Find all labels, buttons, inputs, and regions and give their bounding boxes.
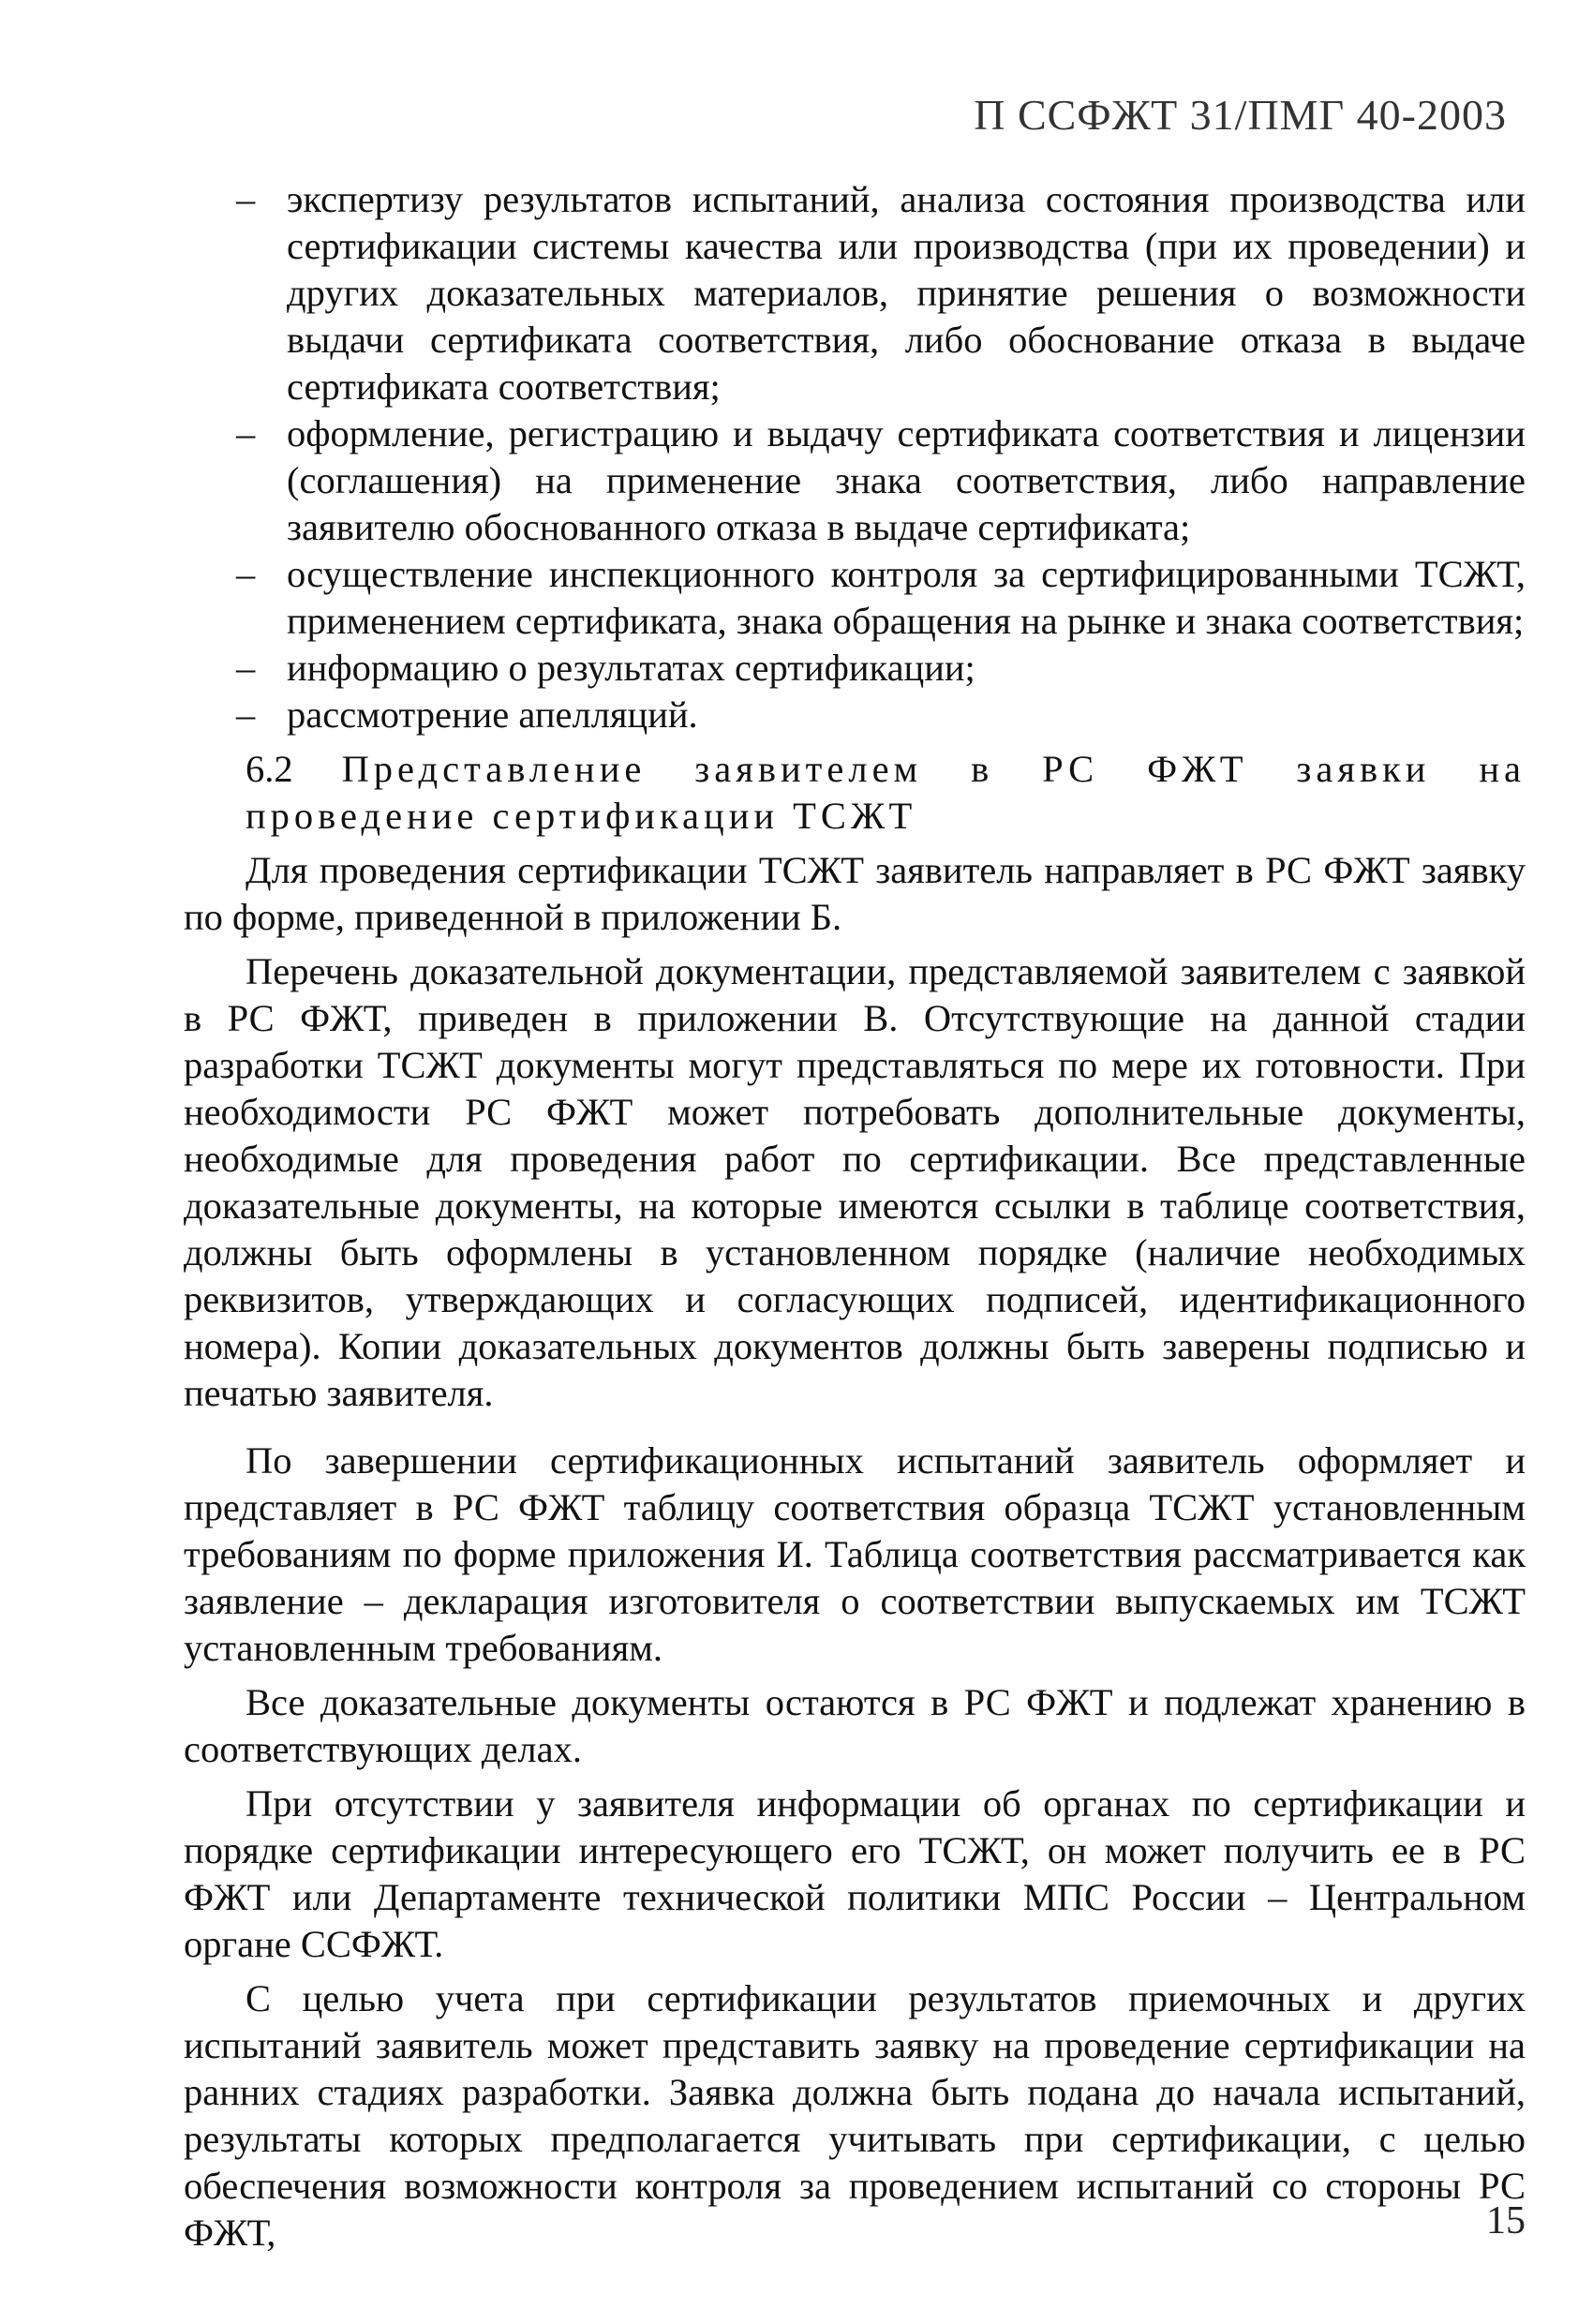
dash-list — [184, 176, 1526, 738]
section-title: Представление заявителем в РС ФЖТ заявки на проведение сертификации ТСЖТ — [246, 748, 1526, 837]
list-item — [184, 645, 1526, 692]
paragraph: С целью учета при сертификации результатов приемочных и других испытаний заявитель может представить заявку на проведение сертификации на ранних стадиях разработки. Заявка должна быть подана до начала испытаний, результаты которых предполагается учитывать при сертификации, с целью обеспечения возможности контроля за проведением испытаний со стороны РС ФЖТ, — [184, 1977, 1526, 2254]
document-code-header: П ССФЖТ 31/ПМГ 40-2003 — [974, 91, 1507, 139]
paragraph: Для проведения сертификации ТСЖТ заявитель направляет в РС ФЖТ заявку по форме, приведенной в приложении Б. — [184, 849, 1526, 938]
dash-marker: – — [236, 553, 256, 595]
list-item-text: рассмотрение апелляций. — [287, 693, 698, 736]
paragraph: По завершении сертификационных испытаний заявитель оформляет и представляет в РС ФЖТ таблицу соответствия образца ТСЖТ установленным требованиям по форме приложения И. Таблица соответствия рассматривается как заявление – декларация изготовителя о соответствии выпускаемых им ТСЖТ установленным требованиям. — [184, 1439, 1526, 1669]
dash-marker: – — [236, 412, 256, 454]
dash-marker: – — [236, 693, 256, 736]
list-item-text: информацию о результатах сертификации; — [287, 647, 975, 689]
list-item-text: осуществление инспекционного контроля за сертифицированными ТСЖТ, применением сертификата, знака обращения на рынке и знака соответствия; — [287, 553, 1526, 642]
list-item — [184, 692, 1526, 738]
paragraph: Все доказательные документы остаются в РС ФЖТ и подлежат хранению в соответствующих делах. — [184, 1681, 1526, 1770]
list-item-text: оформление, регистрацию и выдачу сертификата соответствия и лицензии (соглашения) на применение знака соответствия, либо направление заявителю обоснованного отказа в выдаче сертификата; — [287, 412, 1526, 548]
section-number: 6.2 — [246, 748, 293, 790]
paragraph: При отсутствии у заявителя информации об органах по сертификации и порядке сертификации интересующего его ТСЖТ, он может получить ее в РС ФЖТ или Департаменте технической политики МПС России – Центральном органе ССФЖТ. — [184, 1782, 1526, 1965]
list-item — [184, 551, 1526, 645]
section-heading — [184, 746, 1526, 840]
list-item — [184, 176, 1526, 410]
list-item-text: экспертизу результатов испытаний, анализа состояния производства или сертификации системы качества или производства (при их проведении) и других доказательных материалов, принятие решения о возможности выдачи сертификата соответствия, либо обоснование отказа в выдаче сертификата соответствия; — [287, 178, 1526, 408]
list-item — [184, 410, 1526, 551]
page-number: 15 — [1486, 2199, 1526, 2242]
dash-marker: – — [236, 178, 256, 220]
page-body — [184, 176, 1526, 2257]
dash-marker: – — [236, 647, 256, 689]
paragraph: Перечень доказательной документации, представляемой заявителем с заявкой в РС ФЖТ, приведен в приложении В. Отсутствующие на данной стадии разработки ТСЖТ документы могут представляться по мере их готовности. При необходимости РС ФЖТ может потребовать дополнительные документы, необходимые для проведения работ по сертификации. Все представленные доказательные документы, на которые имеются ссылки в таблице соответствия, должны быть оформлены в установленном порядке (наличие необходимых реквизитов, утверждающих и согласующих подписей, идентификационного номера). Копии доказательных документов должны быть заверены подписью и печатью заявителя. — [184, 950, 1526, 1414]
